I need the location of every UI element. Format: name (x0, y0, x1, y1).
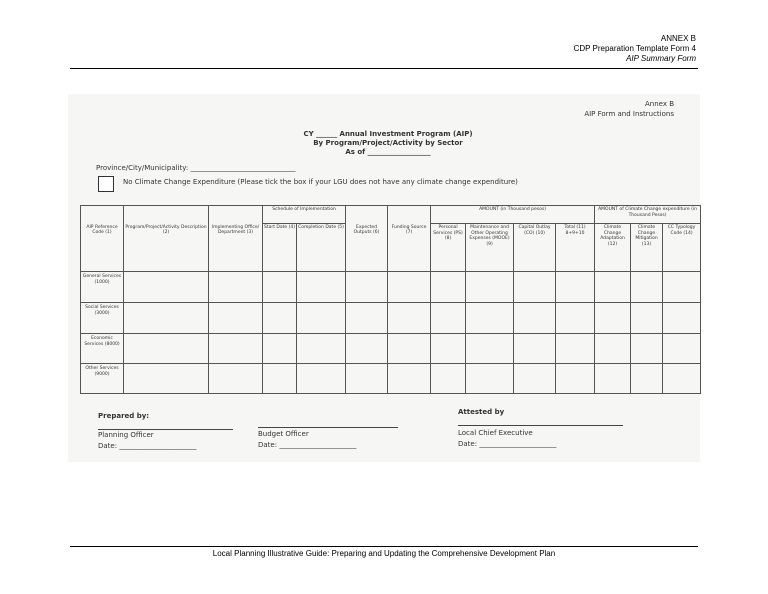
header-rule (70, 68, 698, 69)
scan-form-label: AIP Form and Instructions (584, 110, 674, 118)
col-header: Total (11) 8+9+10 (556, 224, 595, 272)
table-row (81, 334, 701, 364)
form-label: CDP Preparation Template Form 4 (573, 44, 696, 53)
scanned-form (68, 94, 700, 462)
climate-group-header: AMOUNT of Climate Change expenditure (in Thousand Pesos) (595, 206, 701, 224)
table-row (81, 303, 701, 334)
col-header: Implementing Office/ Department (3) (209, 224, 263, 272)
title-line-3: As of __________________ (345, 148, 431, 156)
col-header: Capital Outlay (CO) (10) (514, 224, 556, 272)
aip-table (80, 205, 701, 394)
date-field-budget[interactable]: Date: ______________________ (258, 441, 357, 449)
row-label: Economic Services (8000) (81, 334, 124, 364)
amount-group-header: AMOUNT (in Thousand pesos) (431, 206, 595, 224)
col-header: Personal Services (PS) (8) (431, 224, 466, 272)
date-field-planning[interactable]: Date: ______________________ (98, 442, 197, 450)
prepared-by-label: Prepared by: (98, 412, 150, 420)
col-header: Climate Change Adaptation (12) (595, 224, 631, 272)
no-climate-label: No Climate Change Expenditure (Please tick the box if your LGU does not have any climate change expenditure) (123, 178, 518, 186)
chief-executive-label: Local Chief Executive (458, 429, 533, 437)
page-header (574, 34, 696, 64)
no-climate-checkbox[interactable] (98, 176, 114, 192)
col-header: Program/Project/Activity Description (2) (124, 224, 209, 272)
form-subtitle: AIP Summary Form (626, 54, 696, 63)
attested-by-label: Attested by (458, 408, 505, 416)
row-label: Social Services (3000) (81, 303, 124, 334)
col-header: Completion Date (5) (297, 224, 346, 272)
date-field-lce[interactable]: Date: ______________________ (458, 440, 557, 448)
page-footer: Local Planning Illustrative Guide: Preparing and Updating the Comprehensive Development Plan (212, 549, 556, 558)
title-line-1: CY ______ Annual Investment Program (AIP) (303, 130, 473, 138)
scan-annex: Annex B (644, 100, 674, 108)
annex-label: ANNEX B (660, 34, 696, 43)
form-title (248, 130, 528, 157)
col-header: Start Date (4) (263, 224, 297, 272)
table-row (81, 364, 701, 394)
col-header: Expected Outputs (6) (346, 224, 388, 272)
budget-officer-label: Budget Officer (258, 430, 309, 438)
row-label: General Services (1000) (81, 272, 124, 303)
row-label: Other Services (9000) (81, 364, 124, 394)
signature-line-budget[interactable] (258, 427, 398, 428)
col-header: Funding Source (7) (388, 224, 431, 272)
col-header: Climate Change Mitigation (13) (631, 224, 663, 272)
col-header: AIP Reference Code (1) (81, 224, 124, 272)
signature-line-lce[interactable] (458, 425, 623, 426)
province-field[interactable]: Province/City/Municipality: ______________________________ (96, 164, 296, 172)
schedule-group-header: Schedule of Implementation (263, 206, 346, 224)
footer-rule (70, 546, 698, 547)
col-header: CC Typology Code (14) (663, 224, 701, 272)
signature-line-planning[interactable] (98, 429, 233, 430)
table-row (81, 272, 701, 303)
title-line-2: By Program/Project/Activity by Sector (313, 139, 463, 147)
col-header: Maintenance and Other Operating Expenses (MOOE) (9) (466, 224, 514, 272)
planning-officer-label: Planning Officer (98, 431, 154, 439)
